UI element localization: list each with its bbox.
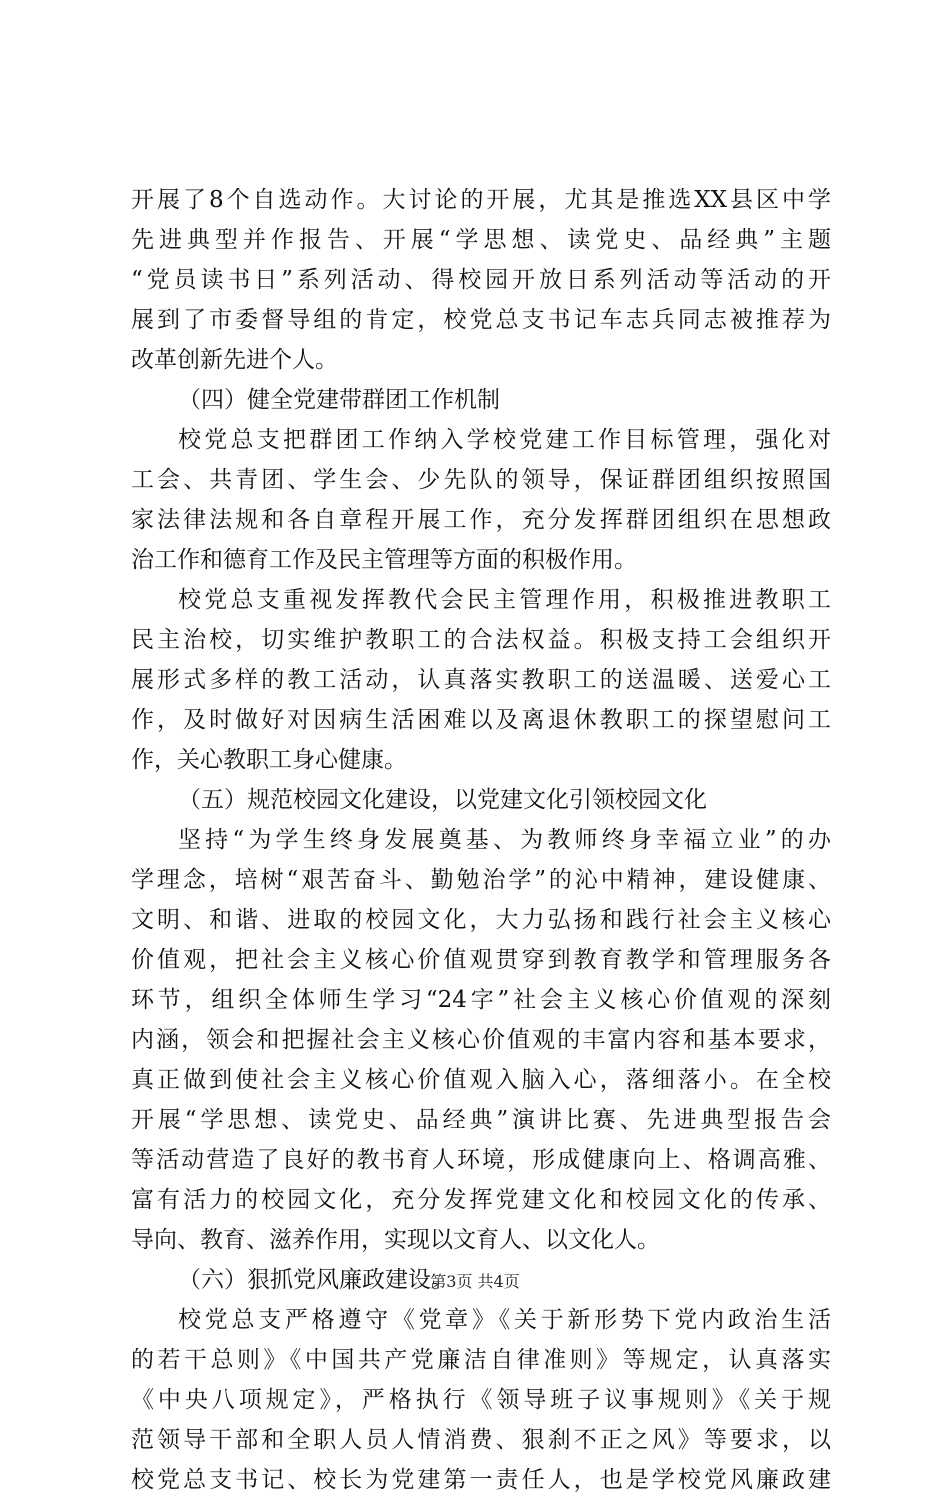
text-line: 《中央八项规定》，严格执行《领导班子议事规则》《关于规 <box>131 1387 831 1413</box>
text-line: （四）健全党建带群团工作机制 <box>178 387 500 413</box>
text-line: （六）狠抓党风廉政建设。 <box>178 1267 454 1293</box>
text-line: 校党总支重视发挥教代会民主管理作用，积极推进教职工 <box>178 587 831 613</box>
text-line: 民主治校，切实维护教职工的合法权益。积极支持工会组织开 <box>131 627 831 653</box>
text-line: 内涵，领会和把握社会主义核心价值观的丰富内容和基本要求， <box>131 1027 831 1053</box>
text-line: 真正做到使社会主义核心价值观入脑入心，落细落小。在全校 <box>131 1067 831 1093</box>
text-line: “党员读书日”系列活动、得校园开放日系列活动等活动的开 <box>131 267 831 293</box>
text-line: 先进典型并作报告、开展“学思想、读党史、品经典”主题 <box>131 227 831 253</box>
text-line: 展到了市委督导组的肯定，校党总支书记车志兵同志被推荐为 <box>131 307 831 333</box>
text-line: 校党总支把群团工作纳入学校党建工作目标管理，强化对 <box>178 427 831 453</box>
text-line: 环节，组织全体师生学习“24字”社会主义核心价值观的深刻 <box>131 987 831 1013</box>
text-line: 学理念，培树“艰苦奋斗、勤勉治学”的沁中精神，建设健康、 <box>131 867 831 893</box>
text-line: 的若干总则》《中国共产党廉洁自律准则》等规定，认真落实 <box>131 1347 831 1373</box>
text-line: （五）规范校园文化建设，以党建文化引领校园文化 <box>178 787 707 813</box>
text-line: 展形式多样的教工活动，认真落实教职工的送温暖、送爱心工 <box>131 667 831 693</box>
text-line: 改革创新先进个人。 <box>131 347 338 373</box>
text-line: 等活动营造了良好的教书育人环境，形成健康向上、格调高雅、 <box>131 1147 831 1173</box>
text-line: 工会、共青团、学生会、少先队的领导，保证群团组织按照国 <box>131 467 831 493</box>
text-line: 富有活力的校园文化，充分发挥党建文化和校园文化的传承、 <box>131 1187 831 1213</box>
text-line: 家法律法规和各自章程开展工作，充分发挥群团组织在思想政 <box>131 507 831 533</box>
text-line: 文明、和谐、进取的校园文化，大力弘扬和践行社会主义核心 <box>131 907 831 933</box>
text-line: 作，关心教职工身心健康。 <box>131 747 407 773</box>
text-line: 作，及时做好对因病生活困难以及离退休教职工的探望慰问工 <box>131 707 831 733</box>
text-line: 治工作和德育工作及民主管理等方面的积极作用。 <box>131 547 637 573</box>
text-line: 校党总支书记、校长为党建第一责任人，也是学校党风廉政建 <box>131 1467 831 1493</box>
text-line: 校党总支严格遵守《党章》《关于新形势下党内政治生活 <box>178 1307 831 1333</box>
text-line: 开展“学思想、读党史、品经典”演讲比赛、先进典型报告会 <box>131 1107 831 1133</box>
text-line: 坚持“为学生终身发展奠基、为教师终身幸福立业”的办 <box>178 827 831 853</box>
text-line: 导向、教育、滋养作用，实现以文育人、以文化人。 <box>131 1227 660 1253</box>
page-number-footer: 第3页 共4页 <box>430 1272 520 1291</box>
document-body <box>131 180 831 1500</box>
text-line: 开展了8个自选动作。大讨论的开展，尤其是推选XX县区中学 <box>131 187 831 213</box>
text-line: 范领导干部和全职人员人情消费、狠刹不正之风》等要求，以 <box>131 1427 831 1453</box>
text-line: 价值观，把社会主义核心价值观贯穿到教育教学和管理服务各 <box>131 947 831 973</box>
